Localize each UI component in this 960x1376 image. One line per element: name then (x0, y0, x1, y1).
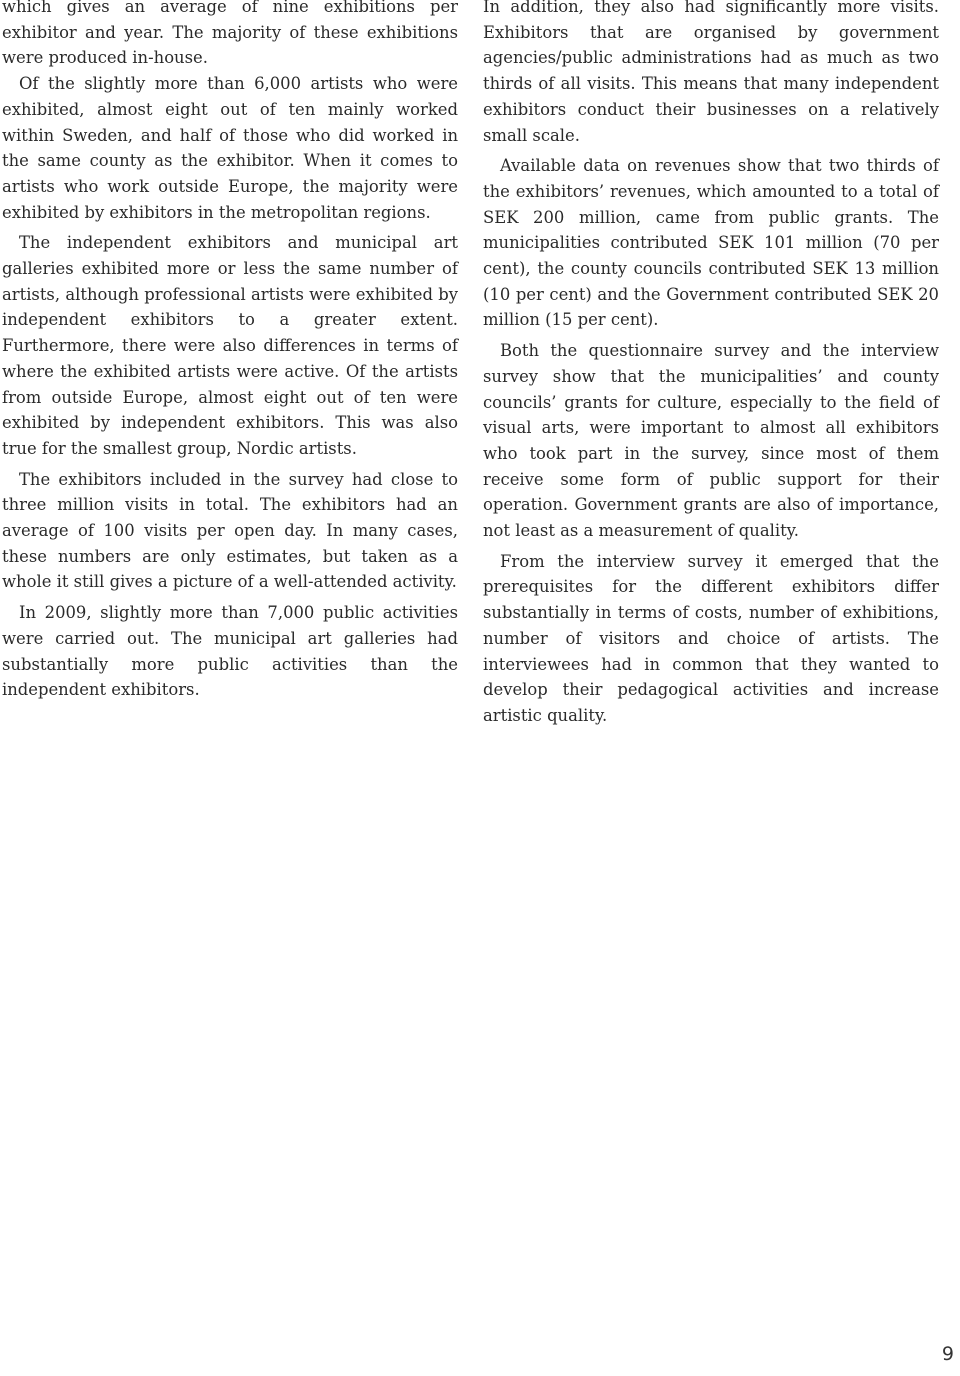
paragraph-independent-exhibitors: The independent exhibitors and municipal art galleries exhibited more or less the same number of artists, although professional artists were exhibited by independent exhibitors to a greater extent. Furthermore, there were also differences in terms of where the exhibited artists were active. Of the artists from outside Europe, almost eight out of ten were exhibited by independent exhibitors. This was also true for the smallest group, Nordic artists. (2, 233, 458, 458)
paragraph-continued: which gives an average of nine exhibitions per exhibitor and year. The majority of these exhibitions were produced in-house. (2, 0, 458, 68)
paragraph-artists: Of the slightly more than 6,000 artists who were exhibited, almost eight out of ten mainly worked within Sweden, and half of those who did worked in the same county as the exhibitor. When it comes to artists who work outside Europe, the majority were exhibited by exhibitors in the metropolitan regions. (2, 74, 458, 222)
left-text-column (2, 0, 458, 708)
paragraph-interview-survey: From the interview survey it emerged that the prerequisites for the different exhibitors differ substantially in terms of costs, number of exhibitions, number of visitors and choice of artists. The interviewees had in common that they wanted to develop their pedagogical activities and increase artistic quality. (483, 551, 939, 725)
paragraph-revenues: Available data on revenues show that two thirds of the exhibitors’ revenues, which amounted to a total of SEK 200 million, came from public grants. The municipalities contributed SEK 101 million (70 per cent), the county councils contributed SEK 13 million (10 per cent) and the Government contributed SEK 20 million (15 per cent). (483, 156, 939, 330)
paragraph-grants: Both the questionnaire survey and the interview survey show that the municipalities’ and county councils’ grants for culture, especially to the field of visual arts, were important to almost all exhibitors who took part in the survey, since most of them receive some form of public support for their operation. Government grants are also of importance, not least as a measurement of quality. (483, 341, 939, 541)
page-number: 9 (941, 1343, 954, 1365)
right-text-column (483, 0, 939, 734)
paragraph-additional-visits: In addition, they also had significantly more visits. Exhibitors that are organised by government agencies/public administrations had as much as two thirds of all visits. This means that many independent exhibitors conduct their businesses on a relatively small scale. (483, 0, 939, 145)
paragraph-public-activities: In 2009, slightly more than 7,000 public activities were carried out. The municipal art galleries had substantially more public activities than the independent exhibitors. (2, 603, 458, 700)
paragraph-visits: The exhibitors included in the survey had close to three million visits in total. The exhibitors had an average of 100 visits per open day. In many cases, these numbers are only estimates, but taken as a whole it still gives a picture of a well-attended activity. (2, 469, 458, 592)
